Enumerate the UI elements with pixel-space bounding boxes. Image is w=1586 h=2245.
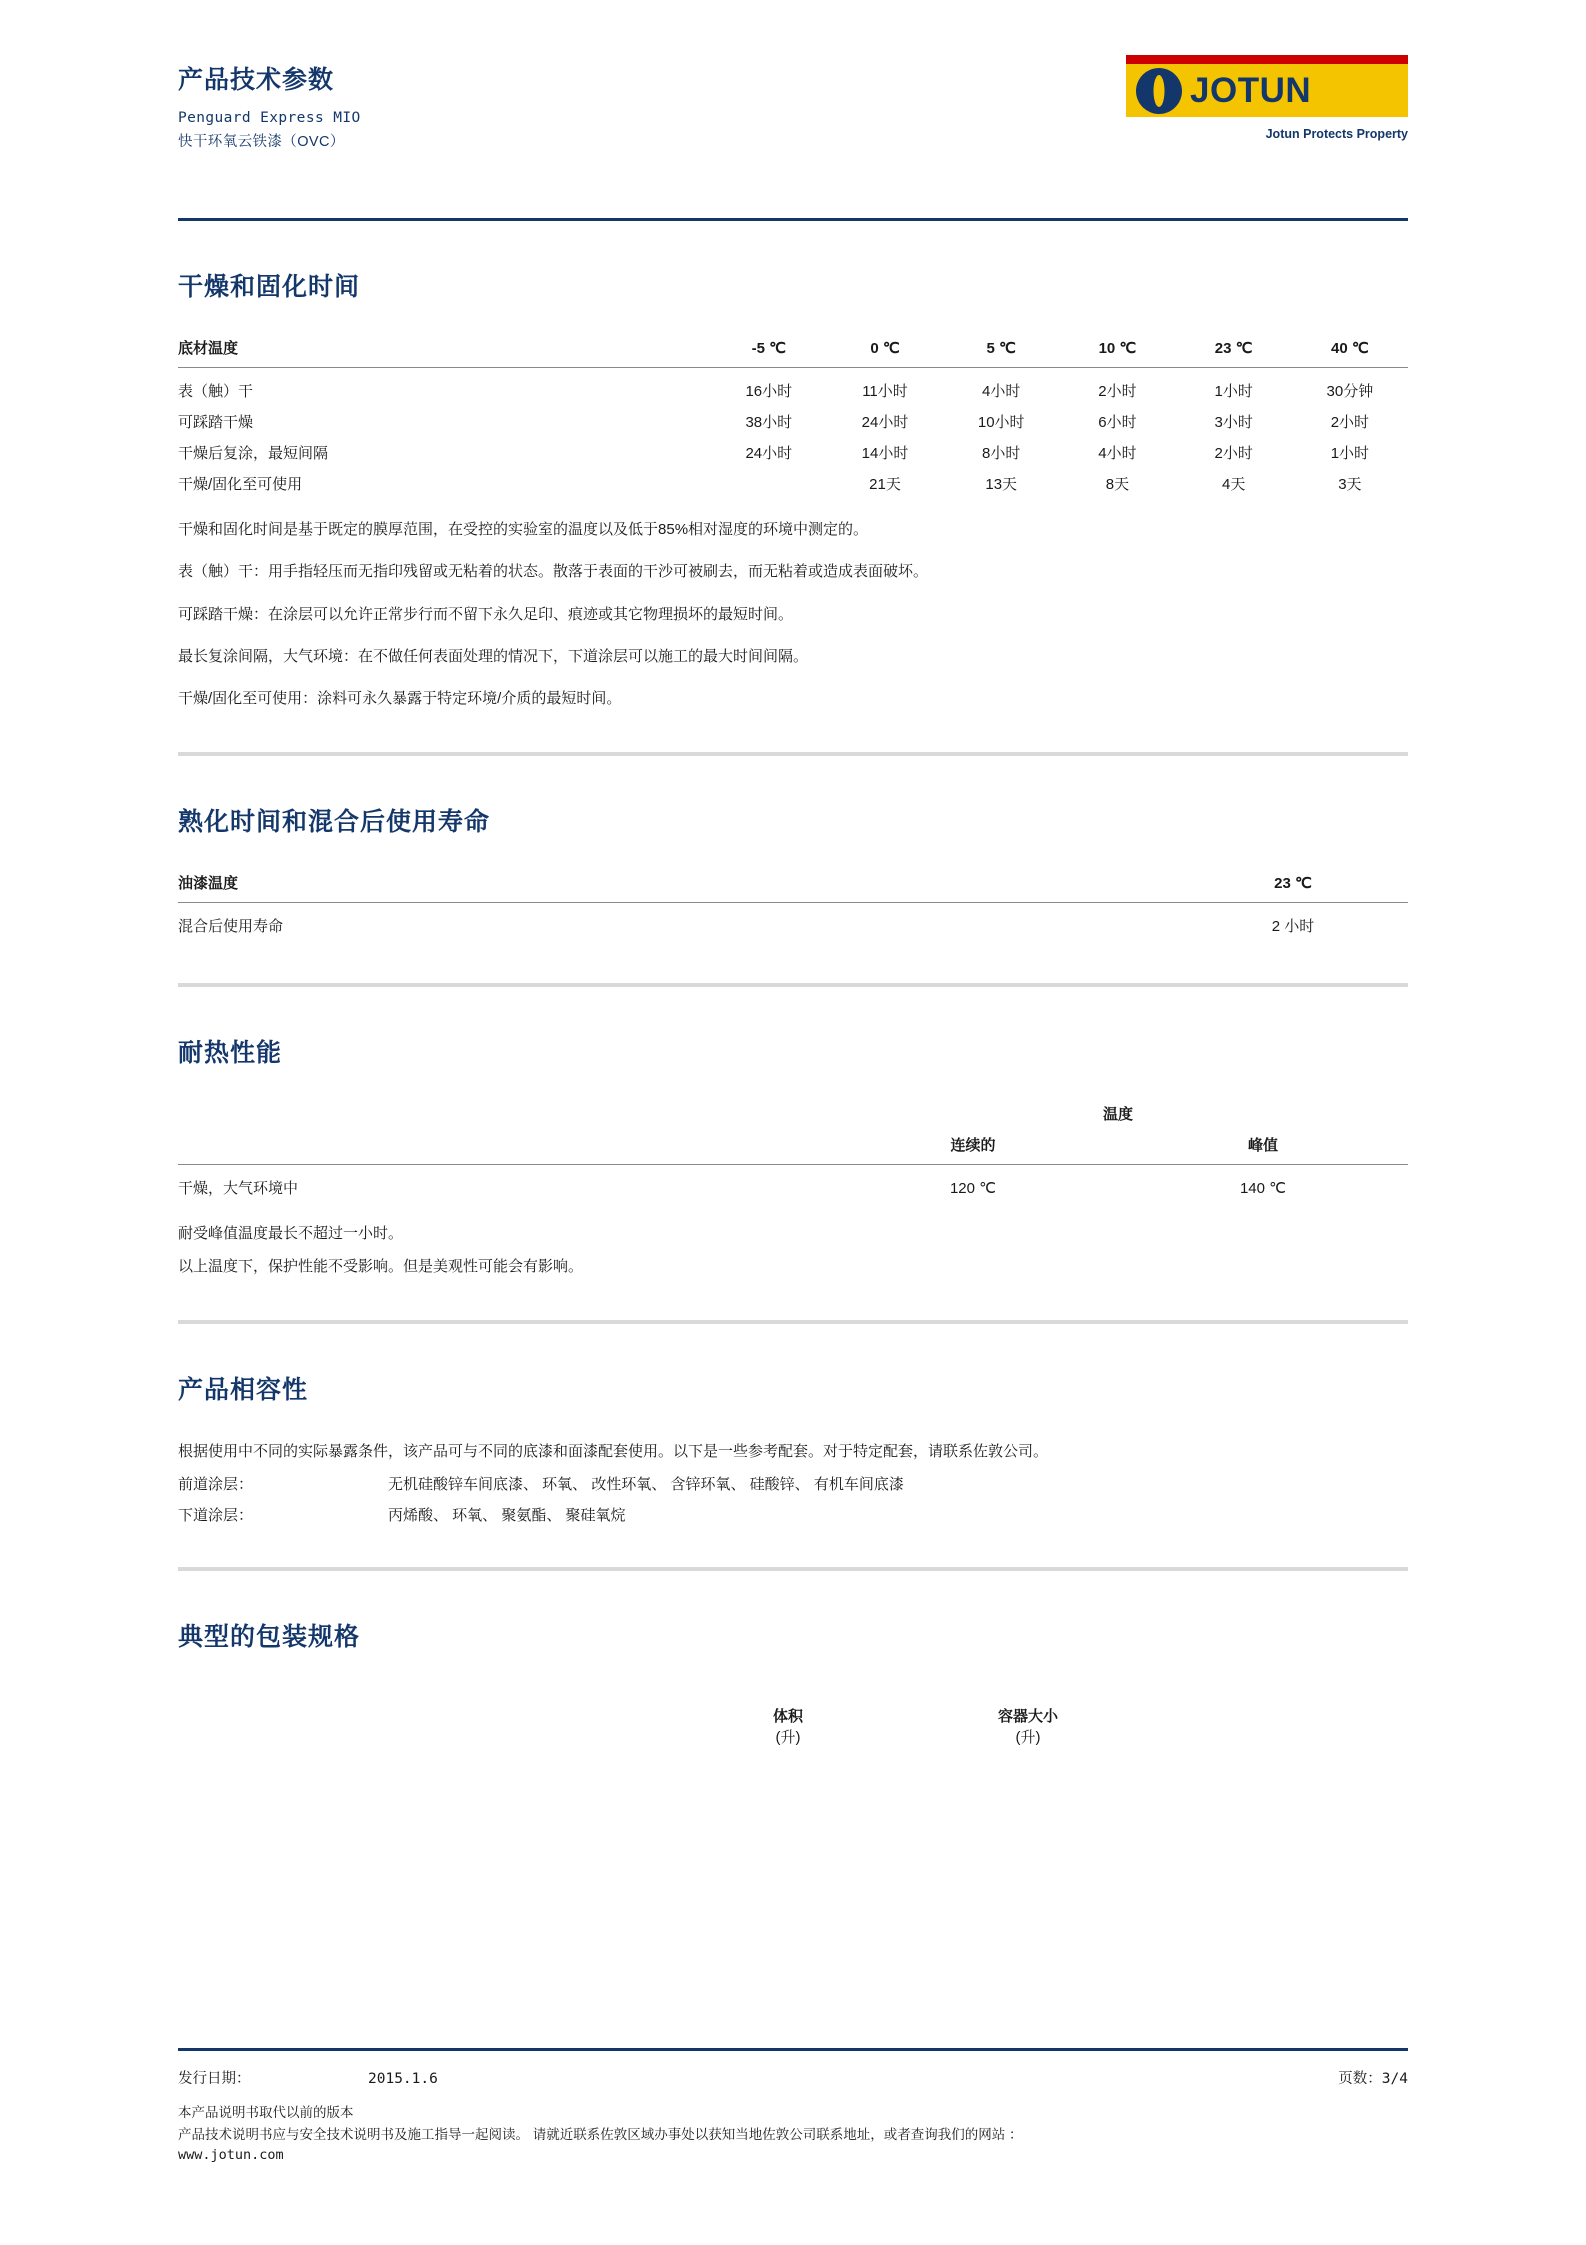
heat-table: [178, 1103, 1408, 1203]
jotun-logo: [1126, 55, 1408, 141]
cell-value: 3天: [1338, 476, 1362, 493]
section-title-packaging: 典型的包装规格: [178, 1623, 361, 1651]
table-row: [178, 468, 1408, 499]
drying-note: 最长复涂间隔，大气环境：在不做任何表面处理的情况下，下道涂层可以施工的最大时间间隔。: [178, 647, 809, 665]
cell-value: 2小时: [1214, 445, 1253, 462]
page-content: [178, 0, 1408, 1747]
document-footer: [178, 2048, 1408, 2167]
issue-date-label: 发行日期：: [178, 2071, 251, 2087]
packaging-col-volume-unit: (升): [775, 1729, 801, 1746]
table-header-row: [178, 872, 1408, 903]
section-title-potlife: 熟化时间和混合后使用寿命: [178, 808, 491, 837]
row-label: 干燥，大气环境中: [178, 1180, 299, 1198]
row-label: 干燥/固化至可使用: [178, 476, 303, 493]
cell-value: 120 ℃: [949, 1179, 997, 1197]
drying-note: 干燥和固化时间是基于既定的膜厚范围，在受控的实验室的温度以及低于85%相对湿度的环境中测定的。: [178, 521, 869, 538]
footer-notes: [178, 2102, 1408, 2167]
col-0: 0 ℃: [827, 337, 943, 368]
cell-value: 3小时: [1214, 414, 1253, 431]
footer-website[interactable]: www.jotun.com: [178, 2147, 284, 2164]
section-title-heat: 耐热性能: [178, 1039, 283, 1068]
section-packaging: [178, 1571, 1408, 1747]
cell-value: 8天: [1105, 476, 1130, 493]
cell-value: 13天: [985, 476, 1018, 493]
potlife-table: [178, 872, 1408, 941]
product-name-en: Penguard Express MIO: [178, 110, 361, 126]
cell-value: 2小时: [1098, 383, 1137, 400]
table-row: [178, 1165, 1408, 1204]
cell-value: 16小时: [745, 383, 793, 400]
drying-table: [178, 337, 1408, 499]
cell-value: 11小时: [862, 383, 908, 400]
cell-value: 6小时: [1098, 414, 1137, 431]
compat-value: 无机硅酸锌车间底漆、 环氧、 改性环氧、 含锌环氧、 硅酸锌、 有机车间底漆: [388, 1476, 904, 1493]
heat-note: 耐受峰值温度最长不超过一小时。: [178, 1225, 404, 1243]
product-name-cn: 快干环氧云铁漆（OVC）: [178, 134, 345, 150]
table-header-top-row: [178, 1103, 1408, 1134]
jotun-drop-icon: [1136, 68, 1182, 114]
compatibility-row: [178, 1494, 1408, 1525]
col-temperature: 温度: [1102, 1106, 1133, 1124]
compat-label: 前道涂层：: [178, 1476, 254, 1493]
packaging-col-container: [908, 1705, 1148, 1747]
document-header: [178, 0, 1408, 210]
packaging-spacer: [178, 1705, 668, 1747]
col-continuous: 连续的: [828, 1134, 1118, 1165]
table-header-row: [178, 1134, 1408, 1165]
page-title: 产品技术参数: [178, 66, 335, 94]
cell-value: 1小时: [1214, 383, 1253, 400]
footer-note-2: 产品技术说明书应与安全技术说明书及施工指导一起阅读。 请就近联系佐敦区域办事处以获知当地佐敦公司联系地址，或者查询我们的网站 ：: [178, 2126, 1023, 2142]
compat-label: 下道涂层：: [178, 1507, 254, 1524]
section-drying: [178, 221, 1408, 756]
row-label: 干燥后复涂，最短间隔: [178, 445, 329, 462]
issue-date-value: 2015.1.6: [368, 2071, 438, 2087]
row-label: 表（触）干: [178, 383, 254, 400]
col-23: 23 ℃: [1176, 337, 1292, 368]
cell-value: 38小时: [745, 414, 793, 431]
packaging-col-volume-label: 体积: [772, 1708, 803, 1725]
cell-value: 2 小时: [1271, 918, 1315, 936]
cell-value: 4天: [1221, 476, 1246, 493]
section-heat-resistance: [178, 987, 1408, 1324]
footer-note-1: 本产品说明书取代以前的版本: [178, 2105, 354, 2120]
table-header-row: [178, 337, 1408, 368]
table-row: [178, 903, 1408, 942]
issue-date: [178, 2067, 438, 2088]
cell-value: 4小时: [1098, 445, 1137, 462]
packaging-col-container-unit: (升): [1015, 1729, 1041, 1746]
col-23: 23 ℃: [1178, 872, 1408, 903]
cell-value: 2小时: [1330, 414, 1370, 431]
heat-note: 以上温度下，保护性能不受影响。但是美观性可能会有影响。: [178, 1257, 584, 1275]
col-10: 10 ℃: [1059, 337, 1175, 368]
col-5: 5 ℃: [943, 337, 1059, 368]
section-title-drying: 干燥和固化时间: [178, 273, 361, 301]
table-row: [178, 406, 1408, 437]
col-minus5: -5 ℃: [711, 337, 827, 368]
cell-value: 24小时: [861, 414, 909, 431]
cell-value: 24小时: [745, 445, 793, 462]
packaging-col-container-label: 容器大小: [997, 1708, 1058, 1725]
col-40: 40 ℃: [1292, 337, 1408, 368]
drying-note: 干燥/固化至可使用：涂料可永久暴露于特定环境/介质的最短时间。: [178, 690, 622, 707]
packaging-header: [178, 1687, 1408, 1747]
section-title-compatibility: 产品相容性: [178, 1375, 309, 1404]
row-label: 可踩踏干燥: [178, 414, 254, 431]
col-substrate-temp: 底材温度: [178, 337, 711, 368]
cell-value: 4小时: [982, 383, 1021, 400]
packaging-col-volume: [668, 1705, 908, 1747]
logo-banner: [1126, 55, 1408, 117]
footer-meta: [178, 2067, 1408, 2088]
cell-value: 30分钟: [1326, 383, 1374, 400]
cell-value: 8小时: [982, 445, 1021, 462]
cell-value: 140 ℃: [1239, 1179, 1287, 1197]
cell-value: 14小时: [861, 445, 909, 462]
cell-value: 10小时: [977, 414, 1025, 431]
cell-value: [711, 468, 827, 499]
logo-tagline: Jotun Protects Property: [1265, 127, 1408, 141]
col-peak: 峰值: [1118, 1134, 1408, 1165]
cell-value: 21天: [869, 476, 901, 493]
logo-wordmark: JOTUN: [1190, 70, 1312, 110]
section-compatibility: [178, 1324, 1408, 1571]
drying-note: 可踩踏干燥：在涂层可以允许正常步行而不留下永久足印、痕迹或其它物理损坏的最短时间。: [178, 605, 794, 623]
row-label: 混合后使用寿命: [178, 918, 284, 936]
compatibility-row: [178, 1463, 1408, 1494]
drying-note: 表（触）干：用手指轻压而无指印残留或无粘着的状态。散落于表面的干沙可被刷去，而无粘着或造成表面破坏。: [178, 563, 929, 581]
col-paint-temp: 油漆温度: [178, 872, 1178, 903]
compatibility-intro: 根据使用中不同的实际暴露条件，该产品可与不同的底漆和面漆配套使用。以下是一些参考配套。对于特定配套，请联系佐敦公司。: [178, 1442, 1049, 1460]
page-number: 页数：3/4: [1338, 2071, 1408, 2087]
cell-value: 1小时: [1330, 445, 1370, 462]
compat-value: 丙烯酸、 环氧、 聚氨酯、 聚硅氧烷: [388, 1507, 626, 1524]
section-potlife: [178, 756, 1408, 987]
footer-divider: [178, 2048, 1408, 2051]
table-row: [178, 437, 1408, 468]
table-row: [178, 368, 1408, 407]
